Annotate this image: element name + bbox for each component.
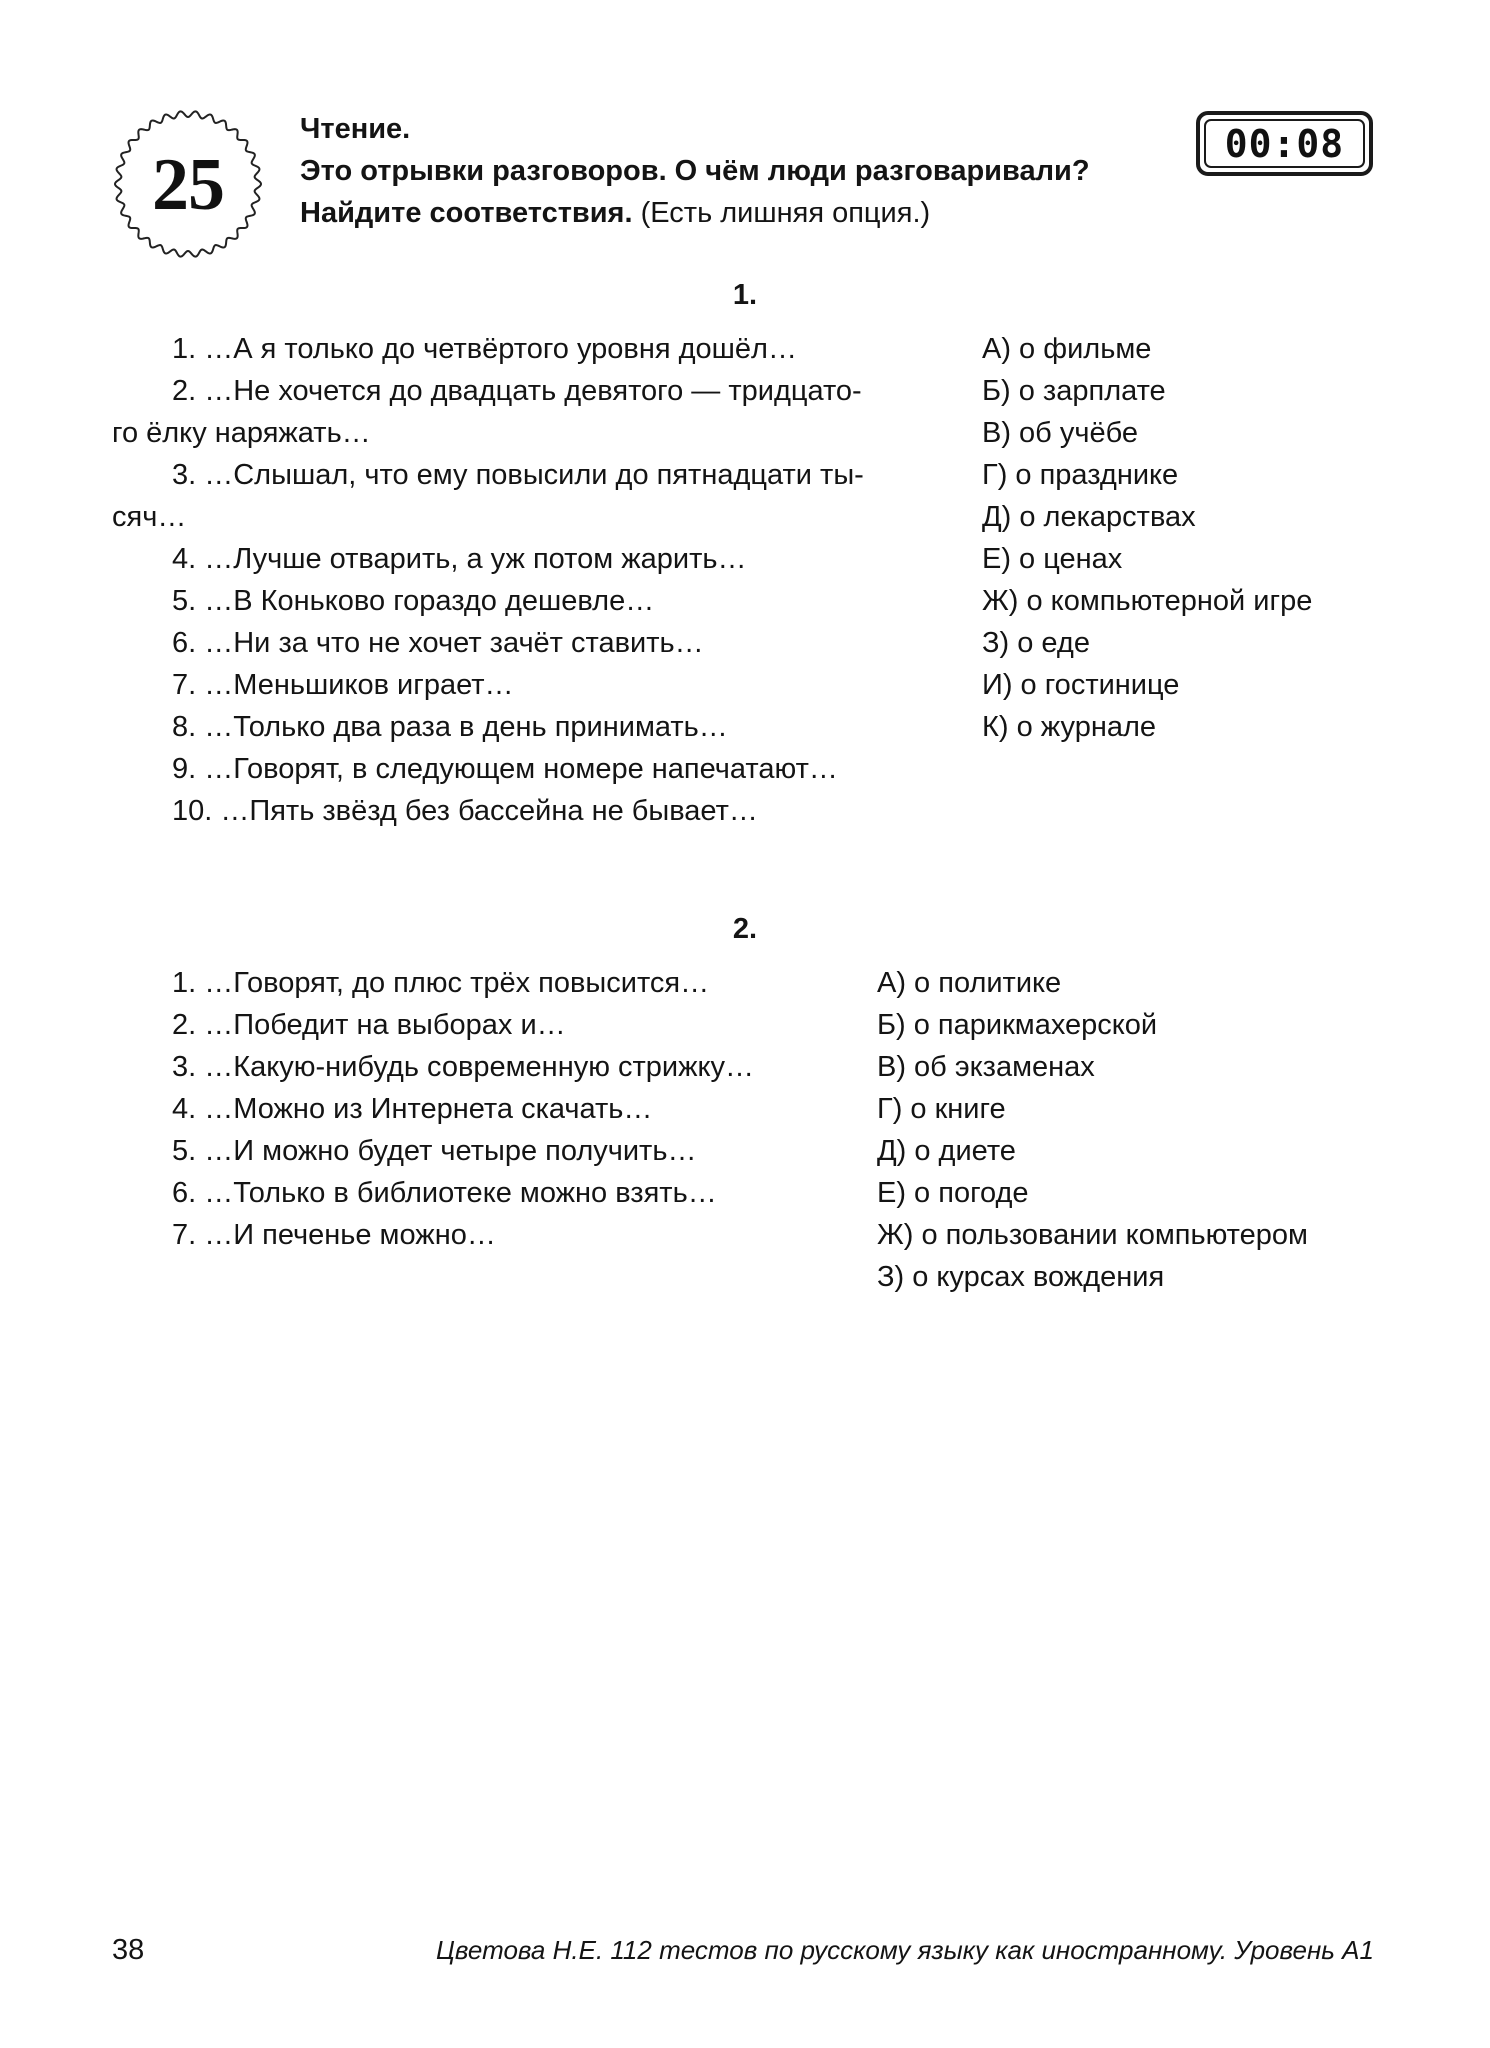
list-item: 8. …Только два раза в день принимать… — [172, 711, 728, 743]
option-item: Г) о книге — [877, 1093, 1006, 1125]
list-item: 4. …Лучше отварить, а уж потом жарить… — [172, 543, 747, 575]
list-item: 4. …Можно из Интернета скачать… — [172, 1093, 653, 1125]
section-2-fragments — [172, 962, 754, 1256]
option-item: З) о курсах вождения — [877, 1261, 1165, 1293]
option-item: Ж) о компьютерной игре — [982, 585, 1313, 617]
list-item: 5. …И можно будет четыре получить… — [172, 1135, 697, 1167]
list-item: 6. …Только в библиотеке можно взять… — [172, 1177, 717, 1209]
list-item-continuation: го ёлку наряжать… — [112, 417, 371, 449]
option-item: В) об учёбе — [982, 417, 1139, 449]
timer-display — [1196, 111, 1373, 176]
task-instruction-note: (Есть лишняя опция.) — [640, 197, 931, 229]
page-number: 38 — [112, 1934, 145, 1966]
option-item: Б) о зарплате — [982, 375, 1166, 407]
section-2-title: 2. — [732, 913, 758, 945]
option-item: Г) о празднике — [982, 459, 1179, 491]
option-item: Ж) о пользовании компьютером — [877, 1219, 1308, 1251]
list-item: 2. …Победит на выборах и… — [172, 1009, 566, 1041]
list-item: 6. …Ни за что не хочет зачёт ставить… — [172, 627, 704, 659]
option-item: Е) о погоде — [877, 1177, 1029, 1209]
option-item: В) об экзаменах — [877, 1051, 1095, 1083]
option-item: А) о политике — [877, 967, 1062, 999]
list-item: 10. …Пять звёзд без бассейна не бывает… — [172, 795, 758, 827]
list-item: 7. …Меньшиков играет… — [172, 669, 514, 701]
timer-value: 00:08 — [1204, 119, 1365, 168]
option-item: Б) о парикмахерской — [877, 1009, 1158, 1041]
section-1-options — [982, 328, 1312, 748]
section-2-options — [877, 962, 1308, 1298]
task-title: Чтение. — [300, 113, 411, 145]
task-number-badge — [112, 108, 264, 260]
task-header — [300, 108, 1090, 234]
option-item: Е) о ценах — [982, 543, 1123, 575]
option-item: И) о гостинице — [982, 669, 1180, 701]
option-item: А) о фильме — [982, 333, 1152, 365]
list-item: 3. …Слышал, что ему повысили до пятнадцати ты- — [172, 459, 864, 491]
list-item: 1. …Говорят, до плюс трёх повысится… — [172, 967, 710, 999]
list-item: 7. …И печенье можно… — [172, 1219, 496, 1251]
list-item: 5. …В Коньково гораздо дешевле… — [172, 585, 655, 617]
list-item-continuation: сяч… — [112, 501, 187, 533]
option-item: З) о еде — [982, 627, 1090, 659]
list-item: 2. …Не хочется до двадцать девятого — тридцато- — [172, 375, 862, 407]
list-item: 9. …Говорят, в следующем номере напечатают… — [172, 753, 838, 785]
book-credit: Цветова Н.Е. 112 тестов по русскому языку как иностранному. Уровень А1 — [436, 1935, 1374, 1965]
list-item: 1. …А я только до четвёртого уровня дошёл… — [172, 333, 797, 365]
list-item: 3. …Какую-нибудь современную стрижку… — [172, 1051, 755, 1083]
option-item: Д) о диете — [877, 1135, 1016, 1167]
section-1-fragments — [112, 328, 864, 832]
task-number: 25 — [152, 143, 224, 226]
section-1-title: 1. — [732, 279, 758, 311]
option-item: Д) о лекарствах — [982, 501, 1196, 533]
option-item: К) о журнале — [982, 711, 1157, 743]
task-instruction-bold: Найдите соответствия. — [300, 197, 633, 229]
task-instruction: Это отрывки разговоров. О чём люди разговаривали? — [300, 155, 1090, 187]
